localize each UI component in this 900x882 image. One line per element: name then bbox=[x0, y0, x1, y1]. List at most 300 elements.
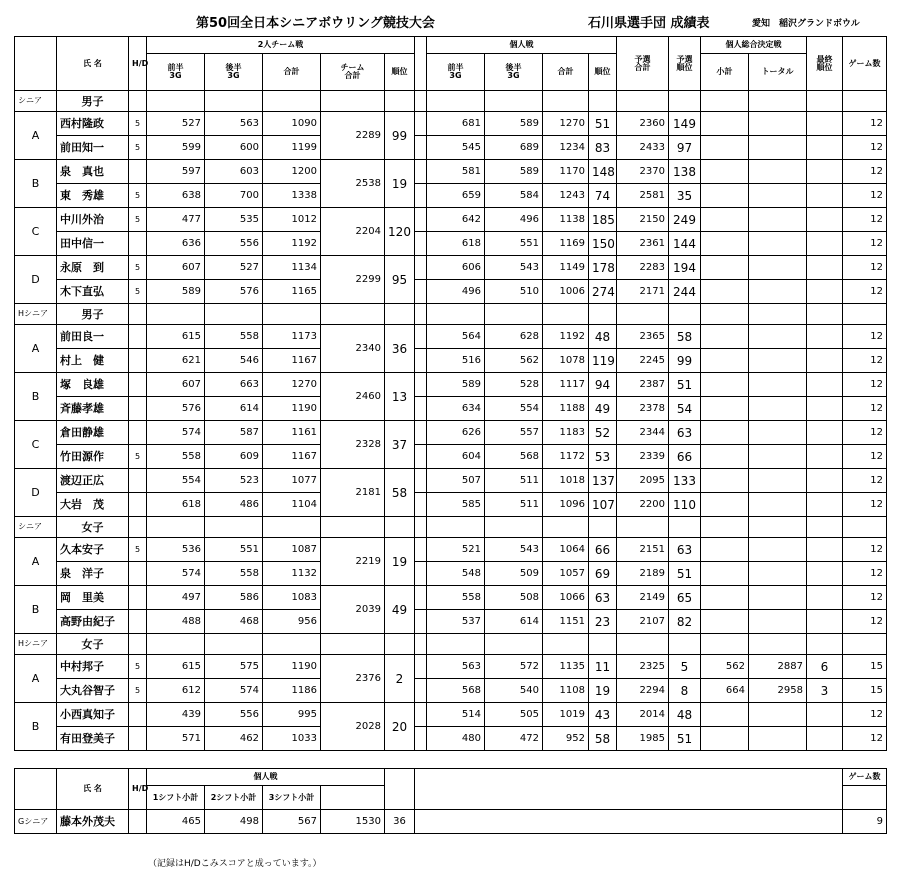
prelim-rank: 110 bbox=[669, 493, 701, 517]
team-battle-header: 2人チーム戦 bbox=[147, 37, 415, 54]
team-sum-score: 1200 bbox=[263, 160, 321, 184]
final-subtotal bbox=[701, 280, 749, 304]
player-name: 塚 良雄 bbox=[57, 373, 129, 397]
section-blank-cell bbox=[415, 91, 427, 112]
report-title: 第50回全日本シニアボウリング競技大会 bbox=[196, 16, 435, 31]
section-blank-cell bbox=[485, 634, 543, 655]
spacer-cell bbox=[415, 280, 427, 304]
team-first-score: 571 bbox=[147, 727, 205, 751]
final-rank bbox=[807, 160, 843, 184]
spacer-cell bbox=[415, 112, 427, 136]
games-count: 12 bbox=[843, 538, 887, 562]
indiv-second-score: 528 bbox=[485, 373, 543, 397]
team-total: 2328 bbox=[321, 421, 385, 469]
section-blank-cell bbox=[589, 304, 617, 325]
team-total: 2039 bbox=[321, 586, 385, 634]
team-second-score: 558 bbox=[205, 562, 263, 586]
games-count: 12 bbox=[843, 397, 887, 421]
final-rank bbox=[807, 112, 843, 136]
group-label: B bbox=[15, 373, 57, 421]
spacer-cell bbox=[415, 562, 427, 586]
indiv-rank: 53 bbox=[589, 445, 617, 469]
section-header-row bbox=[15, 517, 887, 538]
team-second-score: 551 bbox=[205, 538, 263, 562]
spacer-cell bbox=[415, 421, 427, 445]
team-sum-score: 1087 bbox=[263, 538, 321, 562]
games-count: 12 bbox=[843, 562, 887, 586]
final-rank bbox=[807, 538, 843, 562]
g-games-header: ゲーム数 bbox=[843, 769, 887, 786]
team-sum-score: 1270 bbox=[263, 373, 321, 397]
section-blank-cell bbox=[485, 304, 543, 325]
indiv-rank: 49 bbox=[589, 397, 617, 421]
team-second-score: 546 bbox=[205, 349, 263, 373]
section-blank-cell bbox=[263, 634, 321, 655]
team-second-score: 663 bbox=[205, 373, 263, 397]
section-blank-cell bbox=[843, 91, 887, 112]
section-blank-cell bbox=[843, 517, 887, 538]
section-blank-cell bbox=[749, 304, 807, 325]
final-rank: 3 bbox=[807, 679, 843, 703]
team-first-score: 558 bbox=[147, 445, 205, 469]
team-second-score: 575 bbox=[205, 655, 263, 679]
team-sum-score: 1134 bbox=[263, 256, 321, 280]
prelim-rank: 5 bbox=[669, 655, 701, 679]
prelim-rank: 54 bbox=[669, 397, 701, 421]
team-total-header: チーム 合計 bbox=[321, 54, 385, 91]
indiv-rank: 23 bbox=[589, 610, 617, 634]
player-name: 大丸谷智子 bbox=[57, 679, 129, 703]
group-label: B bbox=[15, 586, 57, 634]
section-blank-cell bbox=[669, 91, 701, 112]
indiv-second-score: 557 bbox=[485, 421, 543, 445]
final-subtotal bbox=[701, 232, 749, 256]
indiv-second-score: 584 bbox=[485, 184, 543, 208]
spacer-cell bbox=[415, 493, 427, 517]
team-second-score: 700 bbox=[205, 184, 263, 208]
final-header: 個人総合決定戦 bbox=[701, 37, 807, 54]
section-blank-cell bbox=[415, 517, 427, 538]
g-section-label: Gシニア bbox=[15, 810, 57, 834]
indiv-second-score: 543 bbox=[485, 256, 543, 280]
group-label: C bbox=[15, 421, 57, 469]
table-row bbox=[15, 184, 887, 208]
g-shift1-header: 1シフト小計 bbox=[147, 786, 205, 810]
player-hd bbox=[129, 727, 147, 751]
section-blank-cell bbox=[129, 91, 147, 112]
final-rank bbox=[807, 727, 843, 751]
final-subtotal-header: 小計 bbox=[701, 54, 749, 91]
table-row bbox=[15, 160, 887, 184]
player-hd bbox=[129, 703, 147, 727]
section-label: Hシニア bbox=[15, 634, 57, 655]
table-row bbox=[15, 655, 887, 679]
prelim-rank: 63 bbox=[669, 538, 701, 562]
team-second-score: 468 bbox=[205, 610, 263, 634]
prelim-total: 2200 bbox=[617, 493, 669, 517]
final-total bbox=[749, 232, 807, 256]
prelim-rank: 99 bbox=[669, 349, 701, 373]
section-blank-cell bbox=[129, 517, 147, 538]
table-row bbox=[15, 493, 887, 517]
indiv-first-score: 480 bbox=[427, 727, 485, 751]
final-total-header: トータル bbox=[749, 54, 807, 91]
indiv-first-score: 548 bbox=[427, 562, 485, 586]
team-total: 2181 bbox=[321, 469, 385, 517]
section-name: 女子 bbox=[57, 634, 129, 655]
player-hd: 5 bbox=[129, 208, 147, 232]
player-name: 中村邦子 bbox=[57, 655, 129, 679]
spacer-cell bbox=[415, 397, 427, 421]
section-blank-cell bbox=[205, 517, 263, 538]
indiv-rank: 58 bbox=[589, 727, 617, 751]
final-rank bbox=[807, 586, 843, 610]
team-rank: 120 bbox=[385, 208, 415, 256]
section-blank-cell bbox=[385, 91, 415, 112]
final-total: 2958 bbox=[749, 679, 807, 703]
prelim-rank: 138 bbox=[669, 160, 701, 184]
team-first-score: 638 bbox=[147, 184, 205, 208]
final-rank bbox=[807, 421, 843, 445]
games-count: 12 bbox=[843, 421, 887, 445]
team-second-header: 後半 3G bbox=[205, 54, 263, 91]
indiv-second-score: 505 bbox=[485, 703, 543, 727]
indiv-sum-score: 1188 bbox=[543, 397, 589, 421]
indiv-rank: 94 bbox=[589, 373, 617, 397]
player-name: 前田知一 bbox=[57, 136, 129, 160]
team-second-score: 535 bbox=[205, 208, 263, 232]
indiv-sum-score: 1018 bbox=[543, 469, 589, 493]
prelim-rank: 63 bbox=[669, 421, 701, 445]
prelim-total: 2150 bbox=[617, 208, 669, 232]
player-name: 有田登美子 bbox=[57, 727, 129, 751]
indiv-first-score: 496 bbox=[427, 280, 485, 304]
table-row bbox=[15, 445, 887, 469]
games-count: 12 bbox=[843, 184, 887, 208]
player-name: 久本安子 bbox=[57, 538, 129, 562]
team-sum-score: 1012 bbox=[263, 208, 321, 232]
team-first-score: 554 bbox=[147, 469, 205, 493]
final-total bbox=[749, 421, 807, 445]
team-sum-score: 1173 bbox=[263, 325, 321, 349]
indiv-sum-score: 1117 bbox=[543, 373, 589, 397]
indiv-second-score: 589 bbox=[485, 112, 543, 136]
indiv-second-score: 589 bbox=[485, 160, 543, 184]
games-count: 12 bbox=[843, 373, 887, 397]
final-total bbox=[749, 373, 807, 397]
indiv-first-score: 516 bbox=[427, 349, 485, 373]
section-label: シニア bbox=[15, 91, 57, 112]
team-second-score: 600 bbox=[205, 136, 263, 160]
indiv-sum-score: 952 bbox=[543, 727, 589, 751]
final-total bbox=[749, 397, 807, 421]
final-total: 2887 bbox=[749, 655, 807, 679]
player-name: 竹田源作 bbox=[57, 445, 129, 469]
prelim-total: 2433 bbox=[617, 136, 669, 160]
indiv-rank: 137 bbox=[589, 469, 617, 493]
section-blank-cell bbox=[147, 304, 205, 325]
final-subtotal bbox=[701, 703, 749, 727]
team-sum-score: 1161 bbox=[263, 421, 321, 445]
section-blank-cell bbox=[321, 517, 385, 538]
team-total: 2289 bbox=[321, 112, 385, 160]
prelim-rank: 194 bbox=[669, 256, 701, 280]
final-rank bbox=[807, 610, 843, 634]
spacer-cell bbox=[415, 373, 427, 397]
team-second-score: 527 bbox=[205, 256, 263, 280]
player-hd bbox=[129, 586, 147, 610]
player-name: 前田良一 bbox=[57, 325, 129, 349]
group-label: A bbox=[15, 655, 57, 703]
indiv-sum-score: 1096 bbox=[543, 493, 589, 517]
final-rank bbox=[807, 562, 843, 586]
player-hd bbox=[129, 493, 147, 517]
team-second-score: 586 bbox=[205, 586, 263, 610]
g-shift3-header: 3シフト小計 bbox=[263, 786, 321, 810]
final-total bbox=[749, 445, 807, 469]
games-count: 12 bbox=[843, 469, 887, 493]
section-blank-cell bbox=[669, 517, 701, 538]
final-rank bbox=[807, 493, 843, 517]
team-first-score: 615 bbox=[147, 655, 205, 679]
player-name: 村上 健 bbox=[57, 349, 129, 373]
team-rank: 95 bbox=[385, 256, 415, 304]
indiv-first-score: 558 bbox=[427, 586, 485, 610]
team-first-score: 615 bbox=[147, 325, 205, 349]
team-first-score: 597 bbox=[147, 160, 205, 184]
section-blank-cell bbox=[807, 304, 843, 325]
final-total bbox=[749, 493, 807, 517]
prelim-rank: 58 bbox=[669, 325, 701, 349]
section-blank-cell bbox=[321, 91, 385, 112]
games-count: 12 bbox=[843, 586, 887, 610]
spacer-cell bbox=[415, 325, 427, 349]
indiv-first-score: 568 bbox=[427, 679, 485, 703]
indiv-second-score: 568 bbox=[485, 445, 543, 469]
final-subtotal bbox=[701, 373, 749, 397]
section-blank-cell bbox=[589, 91, 617, 112]
team-rank: 19 bbox=[385, 538, 415, 586]
indiv-second-score: 614 bbox=[485, 610, 543, 634]
prelim-rank: 149 bbox=[669, 112, 701, 136]
prelim-rank: 51 bbox=[669, 727, 701, 751]
footnote: （記録はH/Dこみスコアと成っています。） bbox=[148, 859, 322, 869]
player-hd bbox=[129, 397, 147, 421]
games-count: 12 bbox=[843, 703, 887, 727]
indiv-sum-header: 合計 bbox=[543, 54, 589, 91]
section-blank-cell bbox=[701, 91, 749, 112]
section-blank-cell bbox=[617, 304, 669, 325]
player-hd bbox=[129, 325, 147, 349]
final-total bbox=[749, 256, 807, 280]
indiv-first-score: 618 bbox=[427, 232, 485, 256]
indiv-second-score: 572 bbox=[485, 655, 543, 679]
indiv-first-score: 545 bbox=[427, 136, 485, 160]
section-blank-cell bbox=[147, 634, 205, 655]
prelim-total: 2149 bbox=[617, 586, 669, 610]
indiv-rank: 178 bbox=[589, 256, 617, 280]
prelim-total: 2378 bbox=[617, 397, 669, 421]
team-second-score: 603 bbox=[205, 160, 263, 184]
section-blank-cell bbox=[617, 91, 669, 112]
team-sum-score: 956 bbox=[263, 610, 321, 634]
final-subtotal bbox=[701, 208, 749, 232]
section-header-row bbox=[15, 91, 887, 112]
section-label: Hシニア bbox=[15, 304, 57, 325]
team-sum-score: 1090 bbox=[263, 112, 321, 136]
team-rank: 58 bbox=[385, 469, 415, 517]
section-blank-cell bbox=[415, 304, 427, 325]
team-first-score: 612 bbox=[147, 679, 205, 703]
team-first-score: 589 bbox=[147, 280, 205, 304]
final-total bbox=[749, 586, 807, 610]
indiv-first-score: 626 bbox=[427, 421, 485, 445]
team-second-score: 614 bbox=[205, 397, 263, 421]
team-sum-score: 1338 bbox=[263, 184, 321, 208]
section-blank-cell bbox=[701, 634, 749, 655]
indiv-first-score: 634 bbox=[427, 397, 485, 421]
indiv-first-score: 514 bbox=[427, 703, 485, 727]
player-name: 中川外治 bbox=[57, 208, 129, 232]
team-total: 2028 bbox=[321, 703, 385, 751]
player-name: 木下直弘 bbox=[57, 280, 129, 304]
indiv-first-score: 521 bbox=[427, 538, 485, 562]
player-hd: 5 bbox=[129, 112, 147, 136]
team-rank: 49 bbox=[385, 586, 415, 634]
player-name: 東 秀雄 bbox=[57, 184, 129, 208]
indiv-rank: 74 bbox=[589, 184, 617, 208]
section-blank-cell bbox=[749, 634, 807, 655]
table-row bbox=[15, 727, 887, 751]
table-row bbox=[15, 469, 887, 493]
indiv-first-score: 681 bbox=[427, 112, 485, 136]
final-subtotal bbox=[701, 184, 749, 208]
indiv-first-score: 564 bbox=[427, 325, 485, 349]
prelim-rank: 51 bbox=[669, 373, 701, 397]
group-label: B bbox=[15, 703, 57, 751]
name-header: 氏 名 bbox=[57, 37, 129, 91]
g-indiv-header: 個人戦 bbox=[147, 769, 385, 786]
spacer-cell bbox=[415, 655, 427, 679]
team-first-score: 488 bbox=[147, 610, 205, 634]
g-total-score: 1530 bbox=[321, 810, 385, 834]
g-hd-header: H/D bbox=[129, 769, 147, 810]
indiv-rank: 274 bbox=[589, 280, 617, 304]
spacer-header bbox=[415, 37, 427, 91]
indiv-second-score: 511 bbox=[485, 493, 543, 517]
section-blank-cell bbox=[749, 517, 807, 538]
indiv-second-header: 後半 3G bbox=[485, 54, 543, 91]
indiv-sum-score: 1234 bbox=[543, 136, 589, 160]
spacer-cell bbox=[415, 727, 427, 751]
section-blank-cell bbox=[321, 304, 385, 325]
spacer-cell bbox=[415, 610, 427, 634]
prelim-total: 2283 bbox=[617, 256, 669, 280]
player-name: 渡辺正広 bbox=[57, 469, 129, 493]
prelim-total: 2151 bbox=[617, 538, 669, 562]
indiv-sum-score: 1270 bbox=[543, 112, 589, 136]
prelim-total: 2014 bbox=[617, 703, 669, 727]
prelim-rank: 144 bbox=[669, 232, 701, 256]
section-blank-cell bbox=[701, 517, 749, 538]
team-total: 2340 bbox=[321, 325, 385, 373]
table-row bbox=[15, 538, 887, 562]
indiv-rank: 52 bbox=[589, 421, 617, 445]
indiv-rank: 150 bbox=[589, 232, 617, 256]
indiv-sum-score: 1170 bbox=[543, 160, 589, 184]
team-first-score: 439 bbox=[147, 703, 205, 727]
team-sum-header: 合計 bbox=[263, 54, 321, 91]
final-rank bbox=[807, 208, 843, 232]
prelim-rank: 133 bbox=[669, 469, 701, 493]
prelim-rank: 244 bbox=[669, 280, 701, 304]
indiv-rank: 66 bbox=[589, 538, 617, 562]
prelim-total: 2361 bbox=[617, 232, 669, 256]
table-row bbox=[15, 136, 887, 160]
g-rank: 36 bbox=[385, 810, 415, 834]
final-rank bbox=[807, 349, 843, 373]
prelim-total: 2189 bbox=[617, 562, 669, 586]
indiv-sum-score: 1192 bbox=[543, 325, 589, 349]
prelim-total: 2370 bbox=[617, 160, 669, 184]
games-count: 12 bbox=[843, 280, 887, 304]
indiv-rank: 83 bbox=[589, 136, 617, 160]
g-spacer bbox=[415, 810, 843, 834]
spacer-cell bbox=[415, 469, 427, 493]
final-subtotal bbox=[701, 397, 749, 421]
spacer-cell bbox=[415, 349, 427, 373]
final-subtotal bbox=[701, 445, 749, 469]
g-player-name: 藤本外茂夫 bbox=[57, 810, 129, 834]
team-total: 2299 bbox=[321, 256, 385, 304]
team-rank: 36 bbox=[385, 325, 415, 373]
team-total: 2219 bbox=[321, 538, 385, 586]
section-blank-cell bbox=[701, 304, 749, 325]
team-rank: 19 bbox=[385, 160, 415, 208]
section-blank-cell bbox=[669, 304, 701, 325]
team-total: 2376 bbox=[321, 655, 385, 703]
indiv-rank: 185 bbox=[589, 208, 617, 232]
games-count: 12 bbox=[843, 445, 887, 469]
prelim-total: 2294 bbox=[617, 679, 669, 703]
indiv-second-score: 540 bbox=[485, 679, 543, 703]
final-rank bbox=[807, 136, 843, 160]
indiv-first-score: 604 bbox=[427, 445, 485, 469]
team-sum-score: 1083 bbox=[263, 586, 321, 610]
team-first-score: 574 bbox=[147, 562, 205, 586]
table-row bbox=[15, 586, 887, 610]
blank-header bbox=[15, 37, 57, 91]
player-hd bbox=[129, 610, 147, 634]
indiv-second-score: 509 bbox=[485, 562, 543, 586]
indiv-second-score: 628 bbox=[485, 325, 543, 349]
section-blank-cell bbox=[205, 634, 263, 655]
player-name: 大岩 茂 bbox=[57, 493, 129, 517]
spacer-cell bbox=[415, 679, 427, 703]
team-second-score: 587 bbox=[205, 421, 263, 445]
indiv-sum-score: 1064 bbox=[543, 538, 589, 562]
final-subtotal bbox=[701, 136, 749, 160]
team-sum-score: 1104 bbox=[263, 493, 321, 517]
team-first-score: 497 bbox=[147, 586, 205, 610]
indiv-rank: 51 bbox=[589, 112, 617, 136]
prelim-rank: 51 bbox=[669, 562, 701, 586]
section-blank-cell bbox=[589, 517, 617, 538]
player-name: 泉 洋子 bbox=[57, 562, 129, 586]
indiv-rank: 119 bbox=[589, 349, 617, 373]
indiv-rank: 11 bbox=[589, 655, 617, 679]
section-blank-cell bbox=[263, 91, 321, 112]
